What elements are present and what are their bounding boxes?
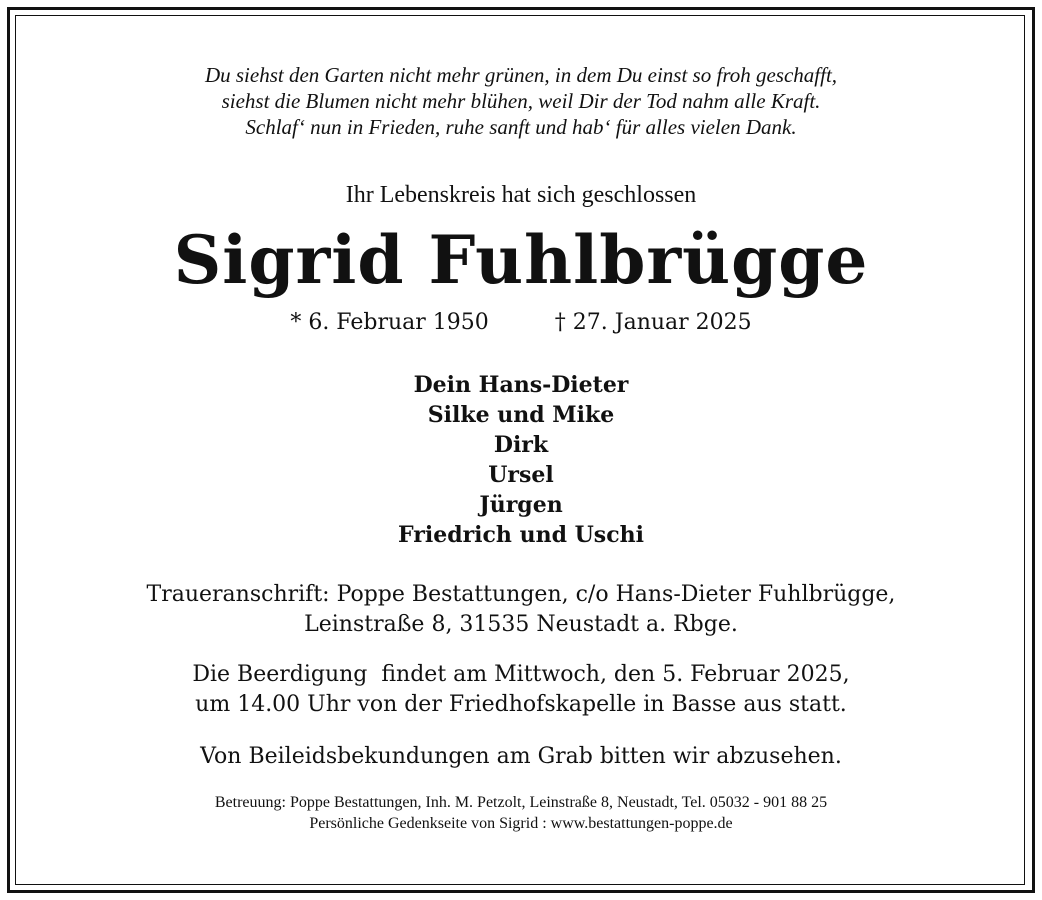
- footer-line: Persönliche Gedenkseite von Sigrid : www.bestattungen-poppe.de: [309, 815, 733, 832]
- life-dates: [22, 308, 1020, 338]
- lead-text: Ihr Lebenskreis hat sich geschlossen: [345, 182, 697, 208]
- funeral-line: um 14.00 Uhr von der Friedhofskapelle in Basse aus statt.: [195, 692, 847, 717]
- poem-line: Schlaf‘ nun in Frieden, ruhe sanft und hab‘ für alles vielen Dank.: [245, 115, 797, 139]
- poem-line: Du siehst den Garten nicht mehr grünen, in dem Du einst so froh geschafft,: [204, 63, 838, 87]
- mourners-list: [22, 370, 1020, 550]
- deceased-name: Sigrid Fuhlbrügge: [173, 221, 869, 299]
- birth-date: * 6. Februar 1950: [290, 310, 489, 335]
- funeral-line: Die Beerdigung findet am Mittwoch, den 5. Februar 2025,: [192, 662, 850, 687]
- mourner: Jürgen: [479, 492, 563, 518]
- footer-line: Betreuung: Poppe Bestattungen, Inh. M. Petzolt, Leinstraße 8, Neustadt, Tel. 05032 - 901 88 25: [214, 794, 828, 811]
- mourning-address: [22, 580, 1020, 640]
- address-line: Leinstraße 8, 31535 Neustadt a. Rbge.: [304, 612, 738, 637]
- mourner: Silke und Mike: [427, 402, 615, 428]
- poem-line: siehst die Blumen nicht mehr blühen, weil Dir der Tod nahm alle Kraft.: [221, 89, 821, 113]
- memorial-poem: [22, 62, 1020, 140]
- obituary-notice: [22, 22, 1020, 834]
- mourner: Friedrich und Uschi: [398, 522, 644, 548]
- death-date: † 27. Januar 2025: [554, 310, 752, 335]
- mourner: Dein Hans-Dieter: [413, 372, 629, 398]
- funeral-info: [22, 660, 1020, 720]
- mourner: Ursel: [488, 462, 554, 488]
- mourner: Dirk: [493, 432, 549, 458]
- condolence-note: Von Beileidsbekundungen am Grab bitten wir abzusehen.: [200, 744, 842, 769]
- address-line: Traueranschrift: Poppe Bestattungen, c/o Hans-Dieter Fuhlbrügge,: [146, 582, 896, 607]
- funeral-home-footer: [22, 792, 1020, 834]
